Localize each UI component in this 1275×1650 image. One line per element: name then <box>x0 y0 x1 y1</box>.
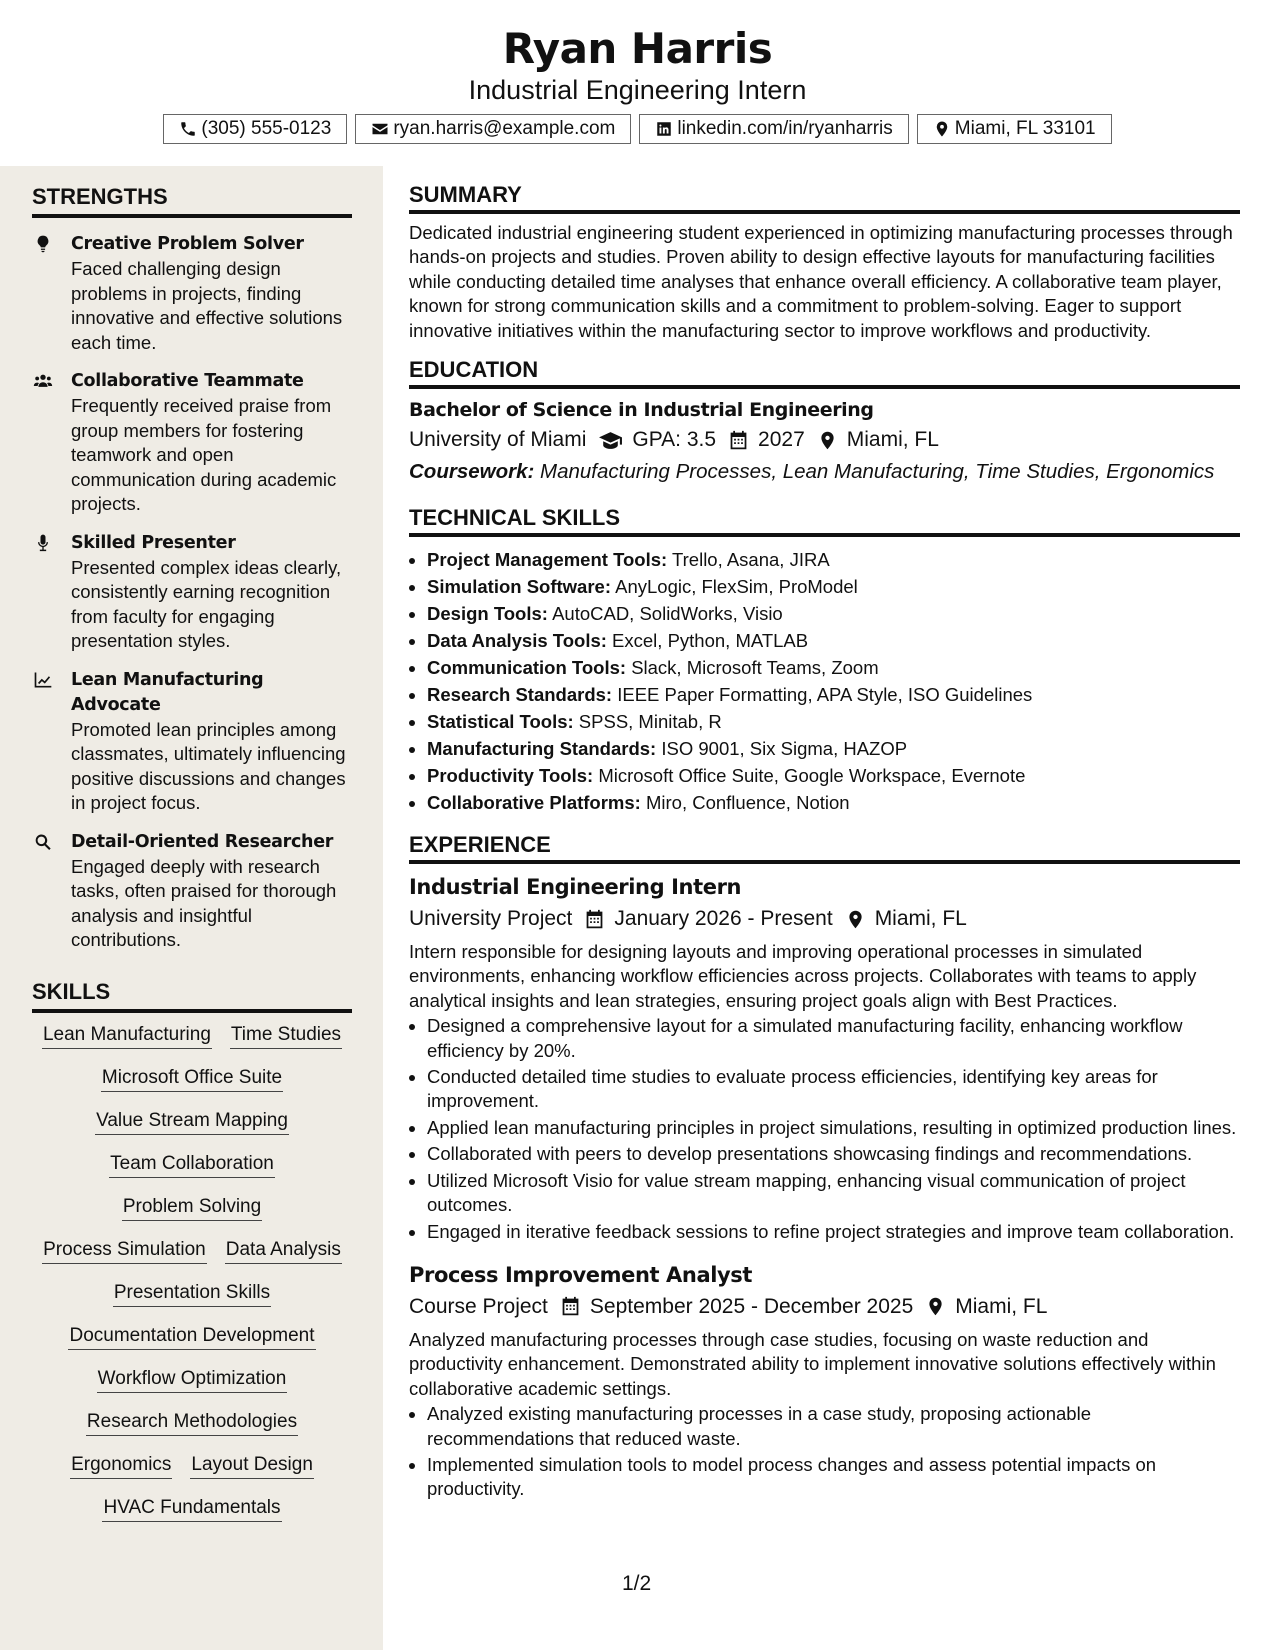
summary-text: Dedicated industrial engineering student experienced in optimizing manufacturing processes through hands-on projects and studies. Proven ability to design effective layouts for manufacturing facilities while conducting detailed time analyses that enhance overall efficiency. A collaborative team player, known for strong communication skills and a commitment to problem-solving. Eager to support innovative initiatives within the manufacturing sector to improve workflows and productivity. <box>409 222 1233 341</box>
education-location: Miami, FL <box>846 428 939 452</box>
list-item <box>427 789 1240 816</box>
strength-desc: Faced challenging design problems in projects, finding innovative and effective solutions each time. <box>71 258 343 353</box>
list-item: • Implemented simulation tools to model process changes and assess potential impacts on productivity. <box>427 1453 1240 1502</box>
skill-tag: Time Studies <box>230 1023 342 1049</box>
candidate-title: Industrial Engineering Intern <box>468 75 807 105</box>
skill-tag: Data Analysis <box>225 1238 342 1264</box>
skill-category: Communication Tools: <box>427 657 627 679</box>
job-entry <box>409 872 1240 1244</box>
lightbulb-icon <box>32 234 54 254</box>
education-section <box>409 355 1240 487</box>
strength-title: Collaborative Teammate <box>71 371 304 391</box>
coursework-label: Coursework: <box>409 460 535 484</box>
skill-category: Project Management Tools: <box>427 549 668 571</box>
education-school: University of Miami <box>409 428 587 452</box>
contact-location-text: Miami, FL 33101 <box>954 118 1096 139</box>
skill-tag: Value Stream Mapping <box>95 1109 289 1135</box>
coursework-text: Manufacturing Processes, Lean Manufacturing, Time Studies, Ergonomics <box>540 460 1215 484</box>
contact-email-text: ryan.harris@example.com <box>393 118 616 139</box>
skill-tag: Problem Solving <box>122 1195 262 1221</box>
job-title: Process Improvement Analyst <box>409 1262 753 1287</box>
skill-tag: Presentation Skills <box>113 1281 271 1307</box>
map-pin-icon <box>845 909 866 930</box>
skill-values: Trello, Asana, JIRA <box>672 549 830 571</box>
education-degree: Bachelor of Science in Industrial Engineering <box>409 399 874 422</box>
job-org: Course Project <box>409 1294 548 1318</box>
skill-category: Statistical Tools: <box>427 711 574 733</box>
job-bullets <box>409 1014 1240 1244</box>
skill-tag: Lean Manufacturing <box>42 1023 212 1049</box>
strengths-heading: STRENGTHS <box>32 182 352 218</box>
skill-tag: Process Simulation <box>42 1238 207 1264</box>
page-number: 1/2 <box>622 1572 652 1595</box>
contact-linkedin-text: linkedin.com/in/ryanharris <box>677 118 893 139</box>
strength-title: Lean Manufacturing Advocate <box>71 669 264 715</box>
skills-list <box>32 1023 352 1522</box>
resume-header <box>0 0 1275 166</box>
envelope-icon <box>371 120 389 138</box>
list-item: • Collaborated with peers to develop presentations showcasing findings and recommendations. <box>427 1142 1240 1166</box>
job-meta <box>409 904 1240 934</box>
job-description: Intern responsible for designing layouts and improving operational processes in simulated environments, enhancing workflow efficiencies across projects. Collaborates with teams to apply analytical insights and lean strategies, ensuring project goals align with Best Practices. <box>409 941 1197 1011</box>
list-item <box>427 681 1240 708</box>
experience-section <box>409 830 1240 1502</box>
strength-title: Creative Problem Solver <box>71 234 304 254</box>
skill-values: Excel, Python, MATLAB <box>612 630 809 652</box>
skill-tag: Microsoft Office Suite <box>101 1066 283 1092</box>
technical-skills-heading: TECHNICAL SKILLS <box>409 503 1240 537</box>
strength-item <box>32 369 352 517</box>
skill-tag: Layout Design <box>190 1453 313 1479</box>
education-heading: EDUCATION <box>409 355 1240 389</box>
graduation-cap-icon <box>598 428 623 453</box>
list-item: • Analyzed existing manufacturing processes in a case study, proposing actionable recommendations that reduced waste. <box>427 1402 1240 1451</box>
contact-bar <box>0 114 1275 144</box>
job-dates: September 2025 - December 2025 <box>589 1294 914 1318</box>
list-item: • Utilized Microsoft Visio for value stream mapping, enhancing visual communication of project outcomes. <box>427 1169 1240 1218</box>
strength-item <box>32 668 352 816</box>
skill-category: Productivity Tools: <box>427 765 594 787</box>
skill-category: Research Standards: <box>427 684 613 706</box>
calendar-icon <box>728 430 749 451</box>
skill-values: SPSS, Minitab, R <box>578 711 722 733</box>
education-gpa: GPA: 3.5 <box>632 428 717 452</box>
job-bullets <box>409 1402 1240 1502</box>
strength-item <box>32 232 352 355</box>
map-pin-icon <box>933 120 951 138</box>
candidate-name: Ryan Harris <box>502 24 773 73</box>
list-item: • Engaged in iterative feedback sessions to refine project strategies and improve team collaboration. <box>427 1220 1240 1244</box>
list-item: • Designed a comprehensive layout for a simulated manufacturing facility, enhancing workflow efficiency by 20%. <box>427 1014 1240 1063</box>
map-pin-icon <box>817 430 838 451</box>
job-description: Analyzed manufacturing processes through case studies, focusing on waste reduction and productivity enhancement. Demonstrated ability to implement innovative solutions effectively within collaborative academic settings. <box>409 1328 1216 1399</box>
contact-location[interactable] <box>917 114 1112 144</box>
job-title: Industrial Engineering Intern <box>409 875 742 900</box>
skills-heading: SKILLS <box>32 977 352 1013</box>
calendar-icon <box>560 1296 581 1317</box>
skill-category: Simulation Software: <box>427 576 611 598</box>
search-icon <box>32 832 54 852</box>
skill-values: Microsoft Office Suite, Google Workspace, Evernote <box>598 765 1026 787</box>
calendar-icon <box>584 909 605 930</box>
list-item: • Applied lean manufacturing principles in project simulations, resulting in optimized production lines. <box>427 1116 1240 1140</box>
job-meta <box>409 1292 1240 1322</box>
strength-title: Detail-Oriented Researcher <box>71 831 334 852</box>
contact-phone-text: (305) 555-0123 <box>201 118 332 139</box>
phone-icon <box>179 120 197 138</box>
skill-values: Miro, Confluence, Notion <box>645 792 850 814</box>
strength-title: Skilled Presenter <box>71 532 236 553</box>
job-location: Miami, FL <box>874 907 967 931</box>
list-item <box>427 762 1240 789</box>
job-entry <box>409 1260 1240 1502</box>
technical-skills-section <box>409 503 1240 816</box>
strength-item <box>32 830 352 953</box>
skill-values: AutoCAD, SolidWorks, Visio <box>552 603 783 625</box>
map-pin-icon <box>925 1296 946 1317</box>
strength-desc: Engaged deeply with research tasks, often praised for thorough analysis and insightful contributions. <box>71 855 337 950</box>
list-item <box>427 573 1240 600</box>
education-meta <box>409 425 1240 455</box>
strength-desc: Frequently received praise from group members for fostering teamwork and open communication during academic projects. <box>71 395 337 514</box>
sidebar <box>0 166 383 1650</box>
contact-email[interactable] <box>355 114 631 144</box>
education-year: 2027 <box>758 428 805 452</box>
skill-tag: HVAC Fundamentals <box>102 1496 281 1522</box>
skill-tag: Team Collaboration <box>109 1152 275 1178</box>
main-content <box>409 180 1240 1504</box>
list-item <box>427 546 1240 573</box>
strength-desc: Presented complex ideas clearly, consistently earning recognition from faculty for engaging presentation styles. <box>71 556 342 651</box>
skill-tag: Research Methodologies <box>86 1410 298 1436</box>
linkedin-icon <box>655 120 673 138</box>
skill-tag: Workflow Optimization <box>97 1367 288 1393</box>
skill-category: Design Tools: <box>427 603 548 625</box>
list-item <box>427 735 1240 762</box>
contact-linkedin[interactable] <box>639 114 908 144</box>
skill-tag: Ergonomics <box>70 1453 172 1479</box>
skill-category: Manufacturing Standards: <box>427 738 657 760</box>
list-item <box>427 600 1240 627</box>
experience-heading: EXPERIENCE <box>409 830 1240 864</box>
skill-values: Slack, Microsoft Teams, Zoom <box>631 657 879 679</box>
skill-category: Data Analysis Tools: <box>427 630 607 652</box>
job-location: Miami, FL <box>955 1294 1048 1318</box>
contact-phone[interactable] <box>163 114 347 144</box>
list-item: • Conducted detailed time studies to evaluate process efficiencies, identifying key areas for improvement. <box>427 1065 1240 1114</box>
skill-values: AnyLogic, FlexSim, ProModel <box>615 576 858 598</box>
list-item <box>427 708 1240 735</box>
technical-skills-list <box>409 546 1240 816</box>
microphone-icon <box>32 533 54 553</box>
skill-tag: Documentation Development <box>68 1324 315 1350</box>
list-item <box>427 654 1240 681</box>
summary-heading: SUMMARY <box>409 180 1240 214</box>
users-icon <box>32 371 54 391</box>
skill-values: ISO 9001, Six Sigma, HAZOP <box>661 738 908 760</box>
skill-category: Collaborative Platforms: <box>427 792 641 814</box>
list-item <box>427 627 1240 654</box>
strength-item <box>32 531 352 654</box>
education-coursework <box>409 457 1240 487</box>
job-dates: January 2026 - Present <box>614 907 833 931</box>
strength-desc: Promoted lean principles among classmates, ultimately influencing positive discussions and changes in project focus. <box>71 718 346 813</box>
skill-values: IEEE Paper Formatting, APA Style, ISO Guidelines <box>617 684 1033 706</box>
job-org: University Project <box>409 907 573 931</box>
chart-line-icon <box>32 670 54 690</box>
